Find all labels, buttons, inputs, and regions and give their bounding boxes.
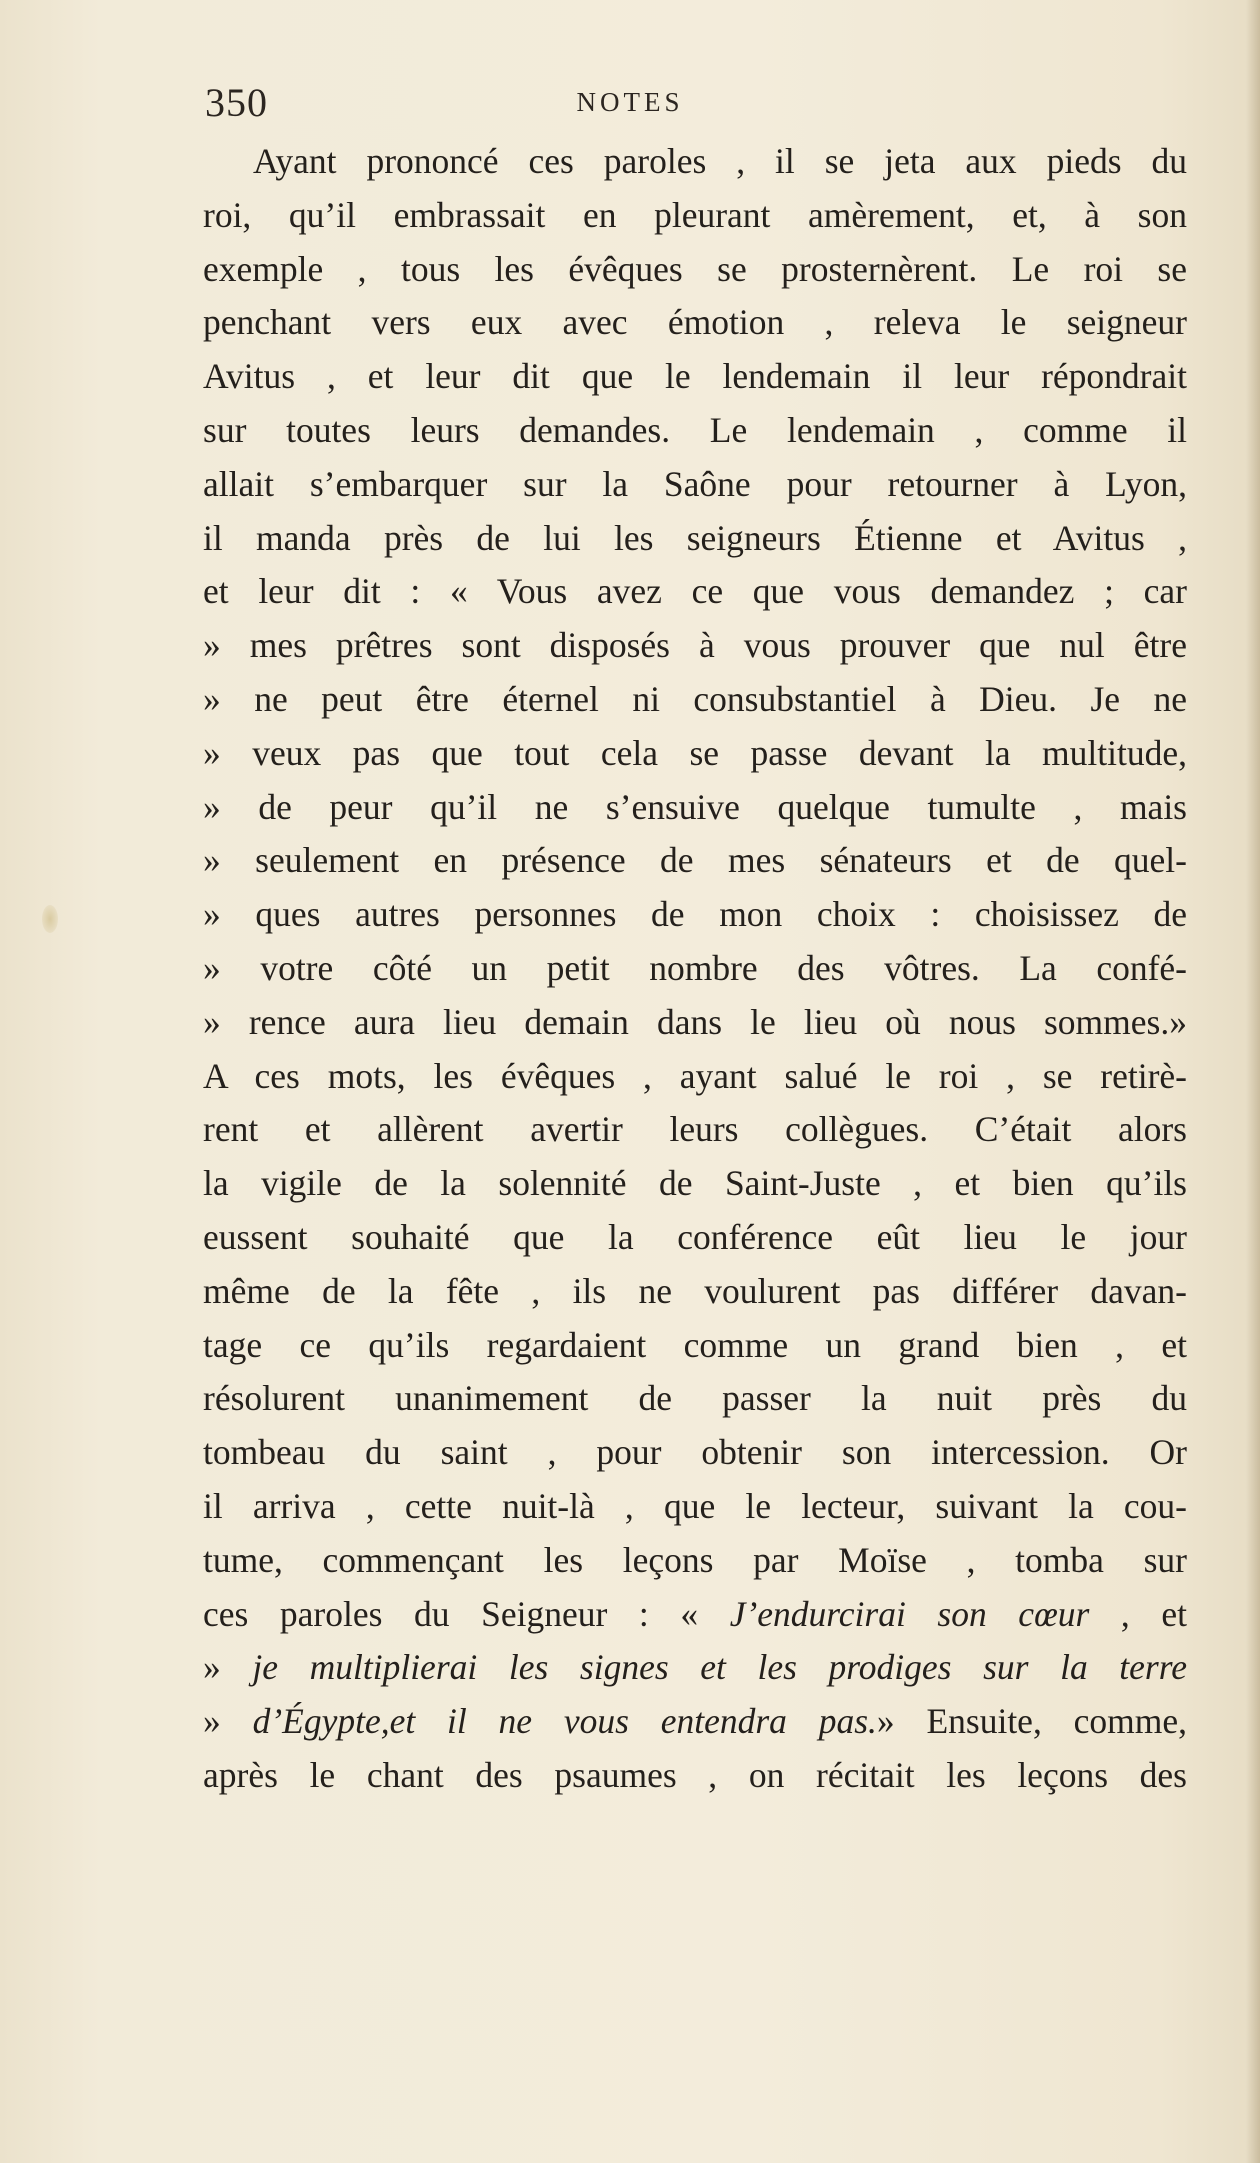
text-line: exemple , tous les évêques se prosternèrent. Le roi se <box>203 248 1187 289</box>
text-line: même de la fête , ils ne voulurent pas différer davan- <box>203 1270 1187 1311</box>
text-line: résolurent unanimement de passer la nuit près du <box>203 1378 1187 1419</box>
text-line: il arriva , cette nuit-là , que le lecteur, suivant la cou- <box>203 1485 1187 1526</box>
text-line: tume, commençant les leçons par Moïse , tomba sur <box>203 1539 1187 1580</box>
quote-lead: » <box>203 1701 253 1742</box>
text-line: A ces mots, les évêques , ayant salué le roi , se retirè- <box>203 1055 1187 1096</box>
text-line: roi, qu’il embrassait en pleurant amèrement, et, à son <box>203 194 1187 235</box>
body-text <box>203 135 1187 1803</box>
text-line: après le chant des psaumes , on récitait les leçons des <box>203 1754 1187 1795</box>
text-line: tombeau du saint , pour obtenir son intercession. Or <box>203 1432 1187 1473</box>
text-line: » rence aura lieu demain dans le lieu où nous sommes.» <box>203 1001 1187 1042</box>
text-line: » de peur qu’il ne s’ensuive quelque tumulte , mais <box>203 786 1187 827</box>
text-line: » votre côté un petit nombre des vôtres. La confé- <box>203 947 1187 988</box>
quote-tail: , et <box>1089 1593 1187 1634</box>
text-line: Ayant prononcé ces paroles , il se jeta aux pieds du <box>253 141 1187 181</box>
text-line-quote-1 <box>203 1588 1187 1642</box>
text-line: et leur dit : « Vous avez ce que vous demandez ; car <box>203 571 1187 612</box>
quote-italic: d’Égypte,et il ne vous entendra pas. <box>252 1701 877 1742</box>
running-head: NOTES <box>576 87 684 117</box>
text-line: penchant vers eux avec émotion , releva le seigneur <box>203 302 1187 343</box>
text-line: Avitus , et leur dit que le lendemain il leur répondrait <box>203 356 1187 397</box>
text-line: » ne peut être éternel ni consubstantiel à Dieu. Je ne <box>203 678 1187 719</box>
text-line: la vigile de la solennité de Saint-Juste , et bien qu’ils <box>203 1163 1187 1204</box>
paper-stain <box>42 905 58 933</box>
quote-italic: J’endurcirai son cœur <box>729 1593 1090 1634</box>
page-edge-shadow <box>1246 0 1260 2163</box>
text-line-quote-3 <box>203 1695 1187 1749</box>
text-line: » seulement en présence de mes sénateurs et de quel- <box>203 840 1187 881</box>
text-line: tage ce qu’ils regardaient comme un grand bien , et <box>203 1324 1187 1365</box>
page-header <box>0 78 1260 128</box>
page-number: 350 <box>205 80 268 125</box>
quote-lead: ces paroles du Seigneur : « <box>203 1593 730 1634</box>
text-line: eussent souhaité que la conférence eût lieu le jour <box>203 1216 1187 1257</box>
quote-tail: » Ensuite, comme, <box>876 1701 1187 1742</box>
text-line: allait s’embarquer sur la Saône pour retourner à Lyon, <box>203 463 1187 504</box>
text-line-quote-2 <box>203 1641 1187 1695</box>
text-line: rent et allèrent avertir leurs collègues. C’était alors <box>203 1109 1187 1150</box>
text-line: » ques autres personnes de mon choix : choisissez de <box>203 894 1187 935</box>
text-line: » veux pas que tout cela se passe devant la multitude, <box>203 732 1187 773</box>
quote-lead: » <box>203 1647 253 1688</box>
text-line: il manda près de lui les seigneurs Étienne et Avitus , <box>203 517 1187 558</box>
quote-italic: je multiplierai les signes et les prodiges sur la terre <box>252 1647 1187 1688</box>
text-line: » mes prêtres sont disposés à vous prouver que nul être <box>203 625 1187 666</box>
text-line: sur toutes leurs demandes. Le lendemain , comme il <box>203 409 1187 450</box>
